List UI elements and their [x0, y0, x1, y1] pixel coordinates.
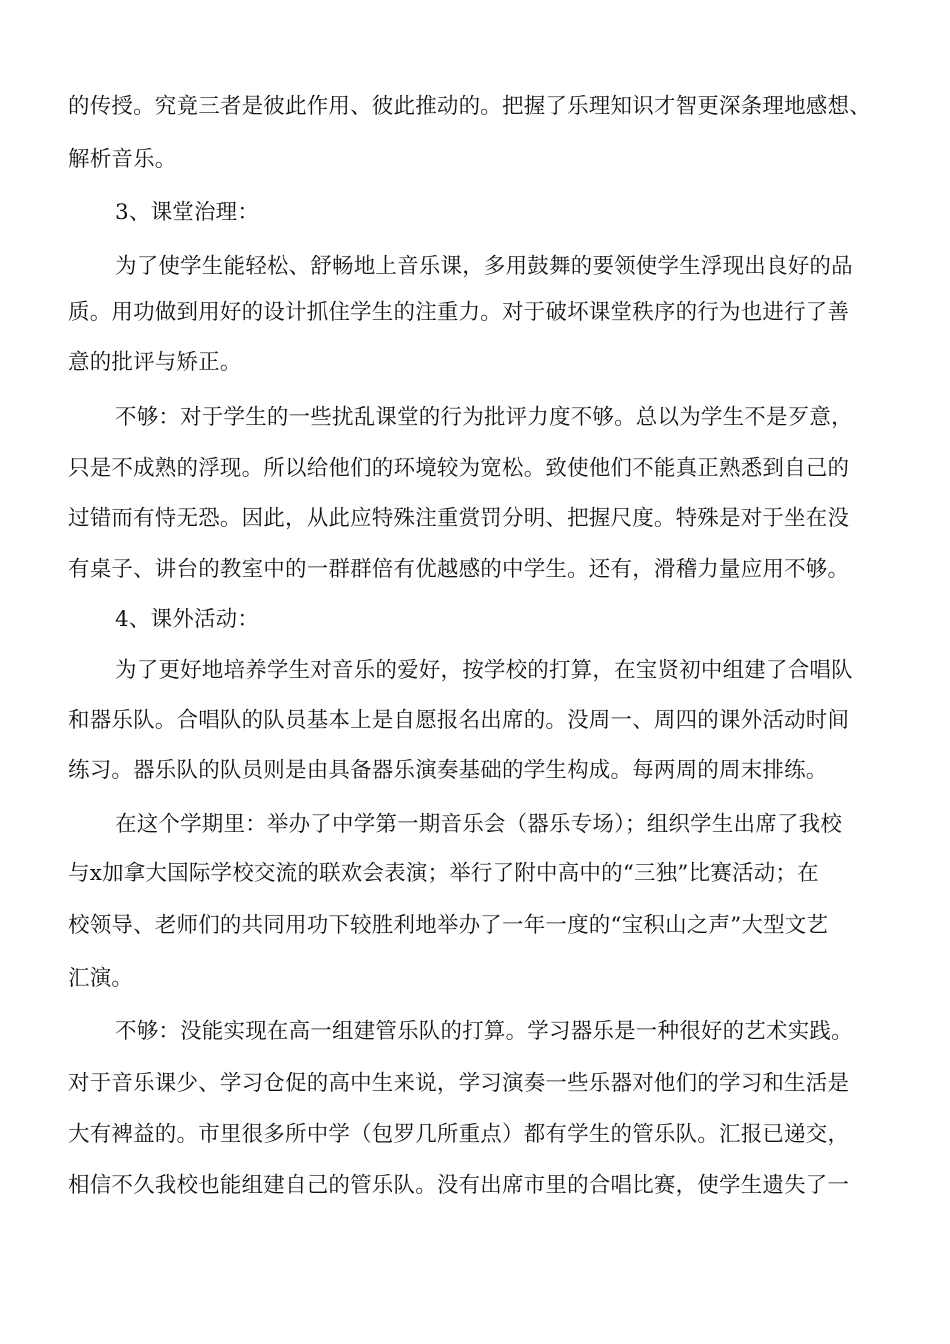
text-line: 汇演。 [68, 966, 134, 991]
text-line: 意的批评与矫正。 [68, 350, 242, 375]
text-line: 过错而有恃无恐。因此，从此应特殊注重赏罚分明、把握尺度。特殊是对于坐在没 [68, 506, 850, 531]
text-line: 相信不久我校也能组建自己的管乐队。没有出席市里的合唱比赛，使学生遗失了一 [68, 1173, 850, 1198]
text-line: 和器乐队。合唱队的队员基本上是自愿报名出席的。没周一、周四的课外活动时间 [68, 708, 850, 733]
text-line: 校领导、老师们的共同用功下较胜利地举办了一年一度的“宝积山之声”大型文艺 [68, 913, 829, 938]
text-line: 对于音乐课少、学习仓促的高中生来说，学习演奏一些乐器对他们的学习和生活是 [68, 1071, 850, 1096]
text-line: 练习。器乐队的队员则是由具备器乐演奏基础的学生构成。每两周的周末排练。 [68, 758, 828, 783]
text-line: 的传授。究竟三者是彼此作用、彼此推动的。把握了乐理知识才智更深条理地感想、 [68, 94, 871, 119]
text-line: 大有裨益的。市里很多所中学（包罗几所重点）都有学生的管乐队。汇报已递交， [68, 1122, 850, 1147]
text-line: 为了使学生能轻松、舒畅地上音乐课，多用鼓舞的要领使学生浮现出良好的品 [115, 254, 853, 279]
text-line: 解析音乐。 [68, 147, 177, 172]
text-line: 不够：对于学生的一些扰乱课堂的行为批评力度不够。总以为学生不是歹意， [115, 405, 853, 430]
text-line: 不够：没能实现在高一组建管乐队的打算。学习器乐是一种很好的艺术实践。 [115, 1019, 853, 1044]
section-heading-extracurricular: 4、课外活动： [115, 607, 260, 632]
text-line: 为了更好地培养学生对音乐的爱好，按学校的打算，在宝贤初中组建了合唱队 [115, 658, 853, 683]
text-line: 有桌子、讲台的教室中的一群群倍有优越感的中学生。还有，滑稽力量应用不够。 [68, 557, 850, 582]
text-line: 只是不成熟的浮现。所以给他们的环境较为宽松。致使他们不能真正熟悉到自己的 [68, 456, 850, 481]
text-line: 质。用功做到用好的设计抓住学生的注重力。对于破坏课堂秩序的行为也进行了善 [68, 300, 850, 325]
text-line: 在这个学期里：举办了中学第一期音乐会（器乐专场）；组织学生出席了我校 [115, 812, 843, 837]
text-line: 与x加拿大国际学校交流的联欢会表演；举行了附中高中的“三独”比赛活动；在 [68, 861, 819, 886]
section-heading-classroom-management: 3、课堂治理： [115, 200, 260, 225]
